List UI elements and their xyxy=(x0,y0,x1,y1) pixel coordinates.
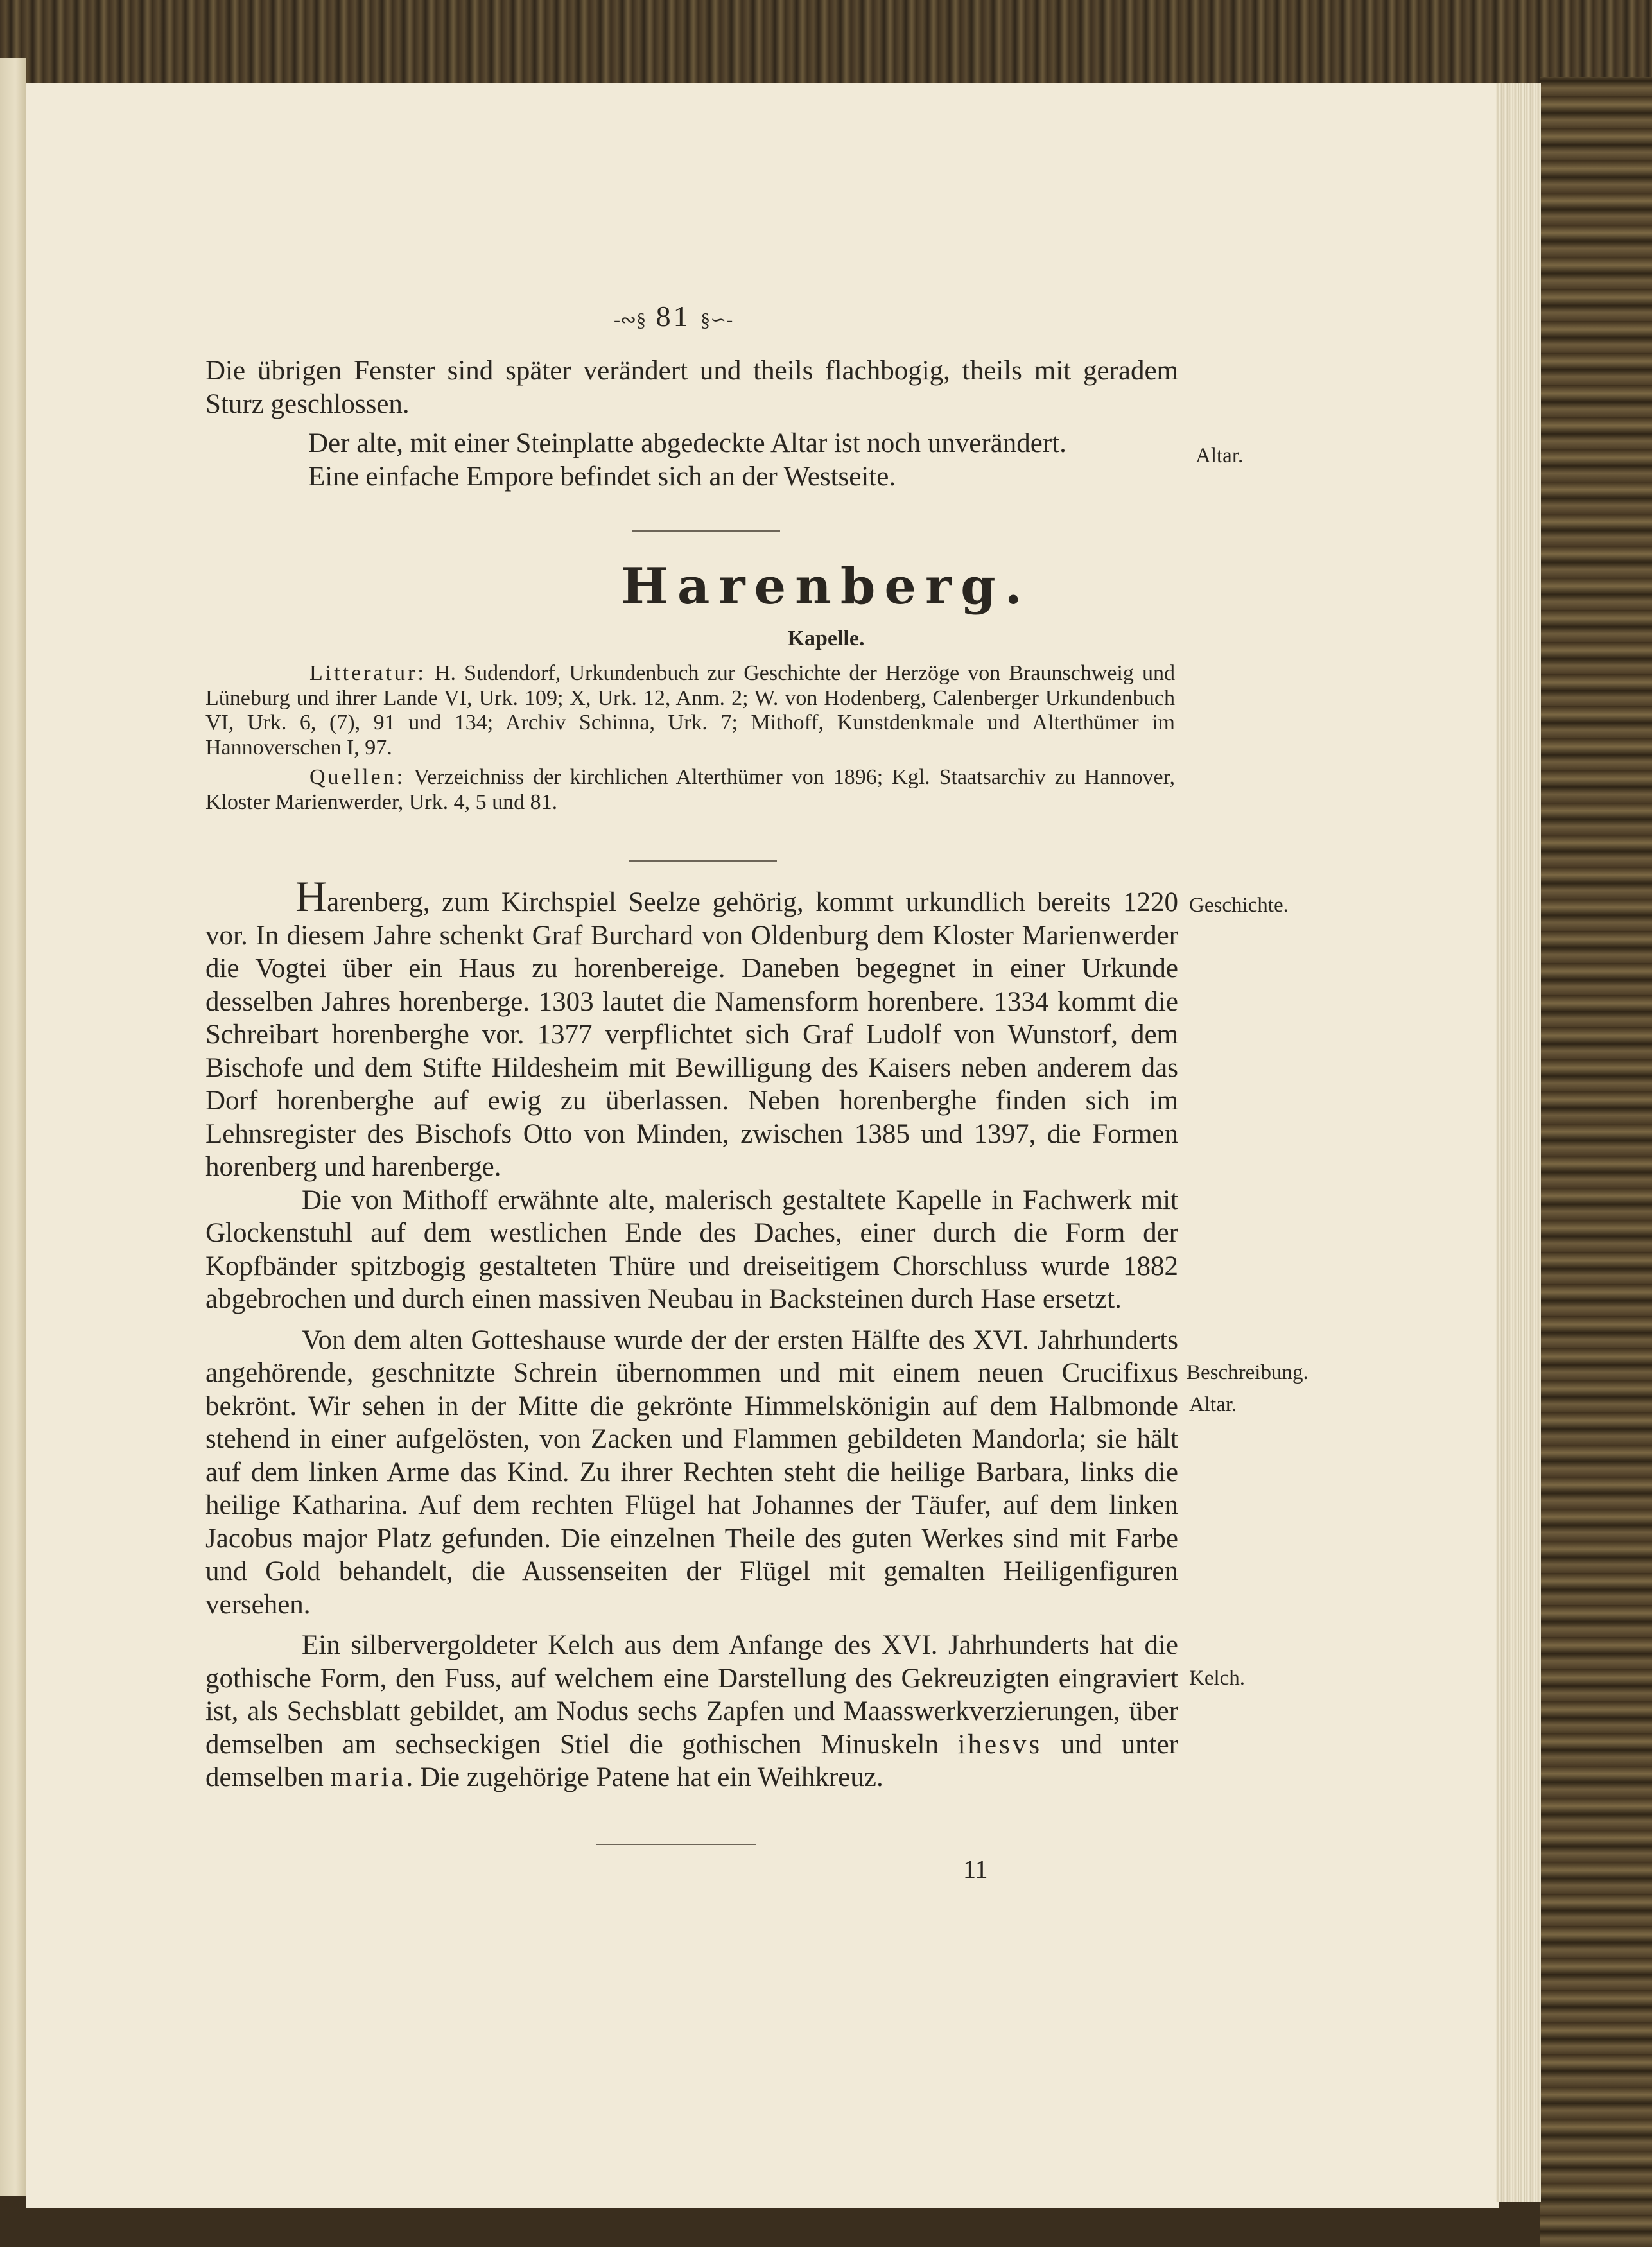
chalice-word-maria: maria xyxy=(330,1762,406,1792)
literature-label: Litteratur: xyxy=(309,661,426,685)
margin-note-beschreibung: Beschreibung. xyxy=(1187,1361,1309,1384)
margin-note-altar-2: Altar. xyxy=(1189,1393,1237,1416)
opening-paragraphs xyxy=(205,354,1178,493)
footer-divider xyxy=(596,1844,756,1845)
signature-mark: 11 xyxy=(963,1855,988,1884)
chalice-text-b: und unter demselben xyxy=(205,1729,1178,1792)
chalice-text-a: Ein silbervergoldeter Kelch aus dem Anfange des XVI. Jahrhunderts hat die gothische Form, den Fuss, auf welchem eine Darstellung des Gekreuzigten eingraviert ist, als Sechsblatt gebildet, am Nodus sechs Zapfen und Maasswerkverzierungen, über demselben am sechseckigen Stiel die gothischen Minuskeln xyxy=(205,1630,1178,1760)
margin-note-geschichte: Geschichte. xyxy=(1189,894,1289,917)
sources-label: Quellen: xyxy=(309,765,406,789)
book-binding-right xyxy=(1540,77,1652,2247)
chapel-paragraph: Die von Mithoff erwähnte alte, malerisch gestaltete Kapelle in Fachwerk mit Glockenstuhl auf dem westlichen Ende des Daches, einer durch die Form der Kopfbänder spitzbogig gestalteten Thüre und dreiseitigem Chorschluss wurde 1882 abgebrochen und durch einen massiven Neubau in Backsteinen durch Hase ersetzt. xyxy=(205,1184,1178,1314)
literature-text: H. Sudendorf, Urkundenbuch zur Geschichte der Herzöge von Braunschweig und Lüneburg und ihrer Lande VI, Urk. 109; X, Urk. 12, Anm. 2; W. von Hodenberg, Calenberger Urkundenbuch VI, Urk. 6, (7), 91 und 134; Archiv Schinna, Urk. 7; Mithoff, Kunstdenkmale und Alterthümer im Hannoverschen I, 97. xyxy=(205,661,1175,759)
margin-note-altar: Altar. xyxy=(1196,444,1244,467)
opening-paragraph-empore: Eine einfache Empore befindet sich an der Westseite. xyxy=(308,461,896,492)
opening-paragraph-windows: Die übrigen Fenster sind später verändert und theils flachbogig, theils mit geradem Sturz geschlossen. xyxy=(205,356,1178,419)
chalice-text-c: . Die zugehörige Patene hat ein Weihkreuz. xyxy=(406,1762,883,1792)
sources-entry xyxy=(205,765,1175,815)
literature-entry xyxy=(205,661,1175,760)
bibliography-divider xyxy=(629,860,777,862)
history-text: arenberg, zum Kirchspiel Seelze gehörig, kommt urkundlich bereits 1220 vor. In diesem Jahre schenkt Graf Burchard von Oldenburg dem Kloster Marienwerder die Vogtei über ein Haus zu horenbereige. Daneben begegnet in einer Urkunde desselben Jahres horenberge. 1303 lautet die Namensform horenbere. 1334 kommt die Schreibart horenberghe vor. 1377 verpflichtet sich Graf Ludolf von Wunstorf, dem Bischofe und dem Stifte Hildesheim mit Bewilligung des Kaisers neben anderem das Dorf horenberghe auf ewig zu überlassen. Neben horenberghe finden sich im Lehnsregister des Bischofs Otto von Minden, zwischen 1385 und 1397, die Formen horenberg und harenberge. xyxy=(205,887,1178,1182)
section-subtitle: Kapelle. xyxy=(787,627,865,650)
page-header xyxy=(614,299,806,333)
margin-note-kelch: Kelch. xyxy=(1189,1667,1246,1690)
altar-paragraph: Von dem alten Gotteshause wurde der der ersten Hälfte des XVI. Jahrhunderts angehörende, geschnitzte Schrein übernommen und mit einem neuen Crucifixus bekrönt. Wir sehen in der Mitte die gekrönte Himmelskönigin auf dem Halbmonde stehend in einer aufgelösten, von Zacken und Flammen gebildeten Mandorla; sie hält auf dem linken Arme das Kind. Zu ihrer Rechten steht die heilige Barbara, links die heilige Katharina. Auf dem rechten Flügel hat Johannes der Täufer, auf dem linken Jacobus major Platz gefunden. Die einzelnen Theile des guten Werkes sind mit Farbe und Gold behandelt, die Aussenseiten der Flügel mit gemalten Heiligenfiguren versehen. xyxy=(205,1324,1178,1620)
opening-paragraph-altar: Der alte, mit einer Steinplatte abgedeckte Altar ist noch unverändert. xyxy=(308,428,1066,458)
book-binding-top xyxy=(0,0,1652,96)
chalice-word-ihesvs: ihesvs xyxy=(957,1729,1043,1760)
header-ornament-left: -∾§ xyxy=(614,309,647,331)
section-divider xyxy=(632,530,780,532)
page-number: 81 xyxy=(656,300,691,333)
main-text xyxy=(205,872,1178,1794)
bibliography xyxy=(205,661,1175,815)
history-paragraph xyxy=(205,872,1178,1184)
header-ornament-right: §∽- xyxy=(700,309,733,331)
chalice-paragraph xyxy=(205,1629,1178,1794)
page-stack-edge xyxy=(1496,83,1541,2202)
sources-text: Verzeichniss der kirchlichen Alterthümer von 1896; Kgl. Staatsarchiv zu Hannover, Kloster Marienwerder, Urk. 4, 5 und 81. xyxy=(205,765,1175,814)
facing-page-edge xyxy=(0,58,26,2196)
section-title: Harenberg. xyxy=(621,557,1031,616)
history-dropcap: H xyxy=(295,872,327,921)
